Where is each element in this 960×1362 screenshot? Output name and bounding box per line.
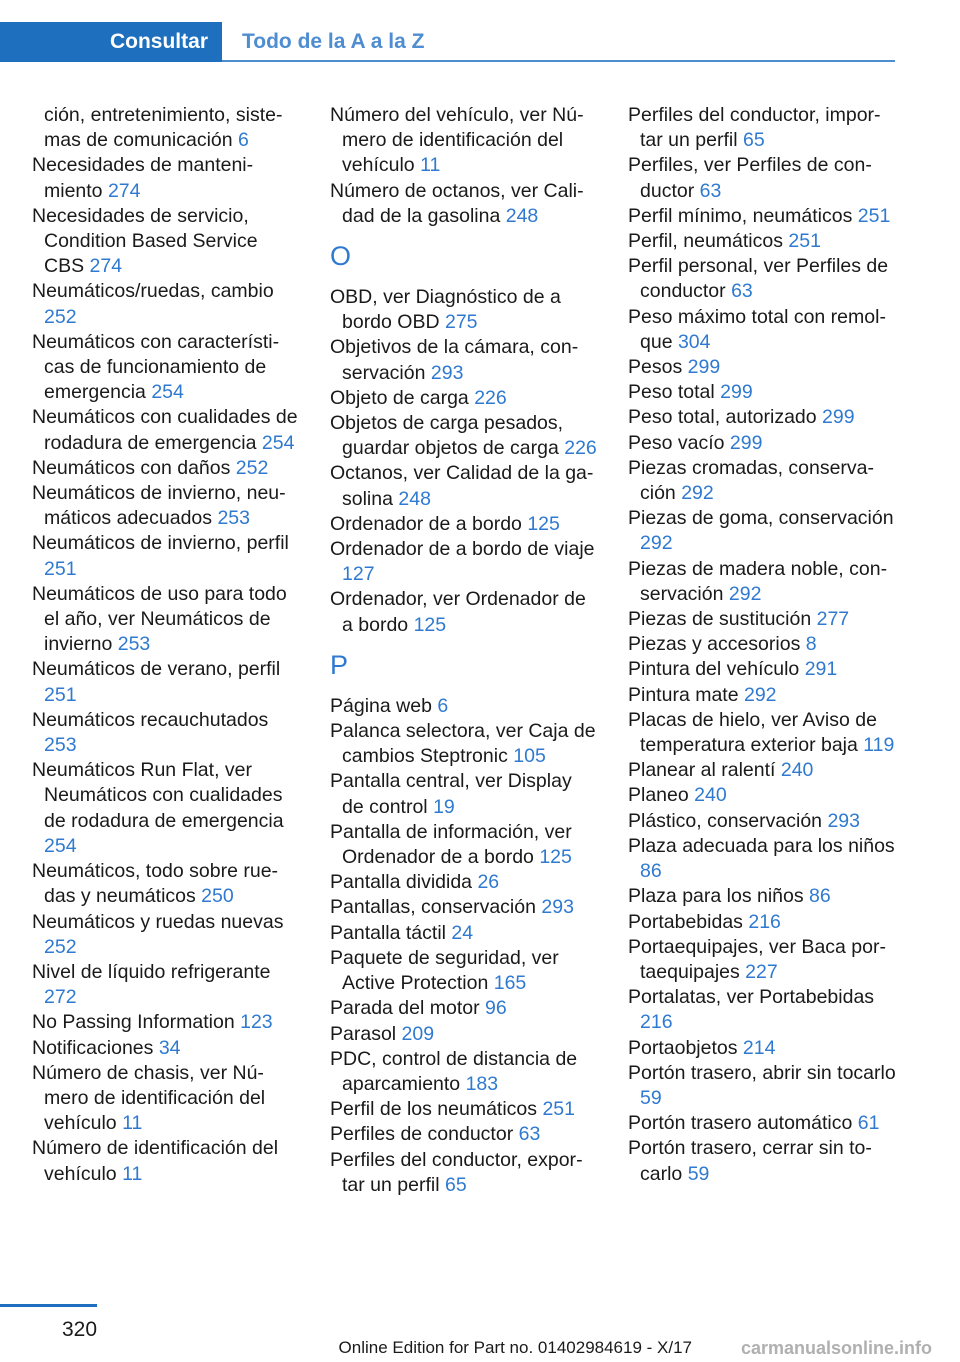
index-entry: [628, 910, 896, 935]
index-entry: [628, 204, 896, 229]
page-reference-link[interactable]: 253: [117, 633, 151, 656]
index-entry-text: Piezas de goma, conservación: [628, 507, 894, 530]
page-reference-link[interactable]: 252: [44, 305, 77, 328]
page-reference-link[interactable]: 252: [235, 456, 269, 479]
page-reference-link[interactable]: 86: [640, 860, 662, 883]
index-entry-text: Perfiles, ver Perfiles de conductor: [628, 154, 872, 202]
index-entry-text: Piezas de sustitución: [628, 608, 817, 631]
index-entry: [32, 1136, 300, 1186]
page-reference-link[interactable]: 63: [518, 1123, 541, 1146]
index-entry: [330, 386, 598, 411]
index-entry: [32, 279, 300, 329]
index-entry: [628, 380, 896, 405]
page-reference-link[interactable]: 250: [201, 885, 234, 908]
index-entry-text: Portón trasero automático: [628, 1112, 858, 1135]
index-entry-text: Ordenador de a bordo de viaje: [330, 538, 595, 561]
index-entry: [628, 431, 896, 456]
index-entry-text: Placas de hielo, ver Aviso de temperatura exterior baja: [628, 708, 877, 757]
index-entry-text: Número de chasis, ver Número de identificación del vehículo: [32, 1061, 266, 1135]
page-reference-link[interactable]: 226: [564, 437, 597, 460]
page-reference-link[interactable]: 63: [731, 280, 753, 303]
page-reference-link[interactable]: 96: [485, 997, 507, 1020]
index-entry: [628, 405, 896, 430]
index-entry: [628, 632, 896, 657]
page-reference-link[interactable]: 293: [430, 361, 464, 384]
index-entry: [628, 708, 896, 758]
section-letter: P: [330, 649, 349, 680]
index-entry: [628, 758, 896, 783]
index-entry: [330, 179, 598, 229]
index-entry-text: Neumáticos recauchutados: [32, 708, 269, 731]
index-entry: [330, 1097, 598, 1122]
index-entry-text: Peso total: [628, 381, 721, 404]
page-reference-link[interactable]: 240: [780, 759, 814, 782]
index-entry-text: Parada del motor: [330, 997, 486, 1020]
page-reference-link[interactable]: 275: [444, 311, 478, 334]
index-entry-text: Portaequipajes, ver Baca portaequipajes: [628, 935, 886, 983]
index-entry-text: Planeo: [628, 784, 695, 807]
page-reference-link[interactable]: 299: [720, 381, 753, 404]
index-entry-text: Ordenador, ver Ordenador de a bordo: [330, 588, 586, 636]
index-entry: [330, 335, 598, 385]
index-entry: [330, 996, 598, 1021]
index-entry-text: Neumáticos y ruedas nuevas: [32, 910, 284, 933]
index-entry-text: Peso vacío: [628, 431, 730, 454]
index-entry: [628, 153, 896, 203]
index-entry-text: Portalatas, ver Portabebidas: [628, 986, 875, 1009]
index-entry-text: Pantalla táctil: [330, 921, 452, 944]
index-entry-text: Número de identificación del vehículo: [32, 1137, 279, 1185]
page-reference-link[interactable]: 251: [44, 557, 77, 580]
page-reference-link[interactable]: 119: [863, 734, 895, 757]
index-entry-text: Parasol: [330, 1022, 402, 1045]
index-entry: [628, 1061, 896, 1111]
page-reference-link[interactable]: 65: [742, 129, 765, 152]
page-reference-link[interactable]: 251: [542, 1098, 575, 1121]
page-reference-link[interactable]: 6: [437, 694, 449, 717]
index-entry: [330, 512, 598, 537]
index-entry: [32, 1010, 300, 1035]
index-entry-text: Ordenador de a bordo: [330, 512, 528, 535]
page-reference-link[interactable]: 254: [44, 834, 77, 857]
index-entry: [330, 537, 598, 587]
page-reference-link[interactable]: 272: [44, 986, 77, 1009]
page-reference-link[interactable]: 125: [413, 613, 447, 636]
edition-footer: Online Edition for Part no. 01402984619 - X/17: [338, 1338, 692, 1357]
index-entry: [628, 103, 896, 153]
page-reference-link[interactable]: 248: [398, 487, 431, 510]
index-entry: [330, 769, 598, 819]
page-reference-link[interactable]: 105: [513, 745, 546, 768]
index-entry: [32, 103, 300, 153]
index-entry-text: Piezas cromadas, conservación: [628, 456, 875, 505]
index-entry-text: Neumáticos de uso para todo el año, ver Neumáticos de invierno: [32, 582, 287, 656]
index-entry-text: Nivel de líquido refrigerante: [32, 960, 271, 983]
index-entry: [32, 859, 300, 909]
index-entry-text: Pantalla central, ver Display de control: [330, 770, 572, 818]
index-entry: [330, 1022, 598, 1047]
index-entry-text: Página web: [330, 694, 438, 717]
page-reference-link[interactable]: 6: [238, 129, 249, 152]
index-entry-text: Planear al ralentí: [628, 759, 781, 782]
index-entry: [330, 285, 598, 335]
index-entry-text: Portabebidas: [628, 910, 749, 933]
index-entry: [628, 607, 896, 632]
page-reference-link[interactable]: 274: [89, 255, 123, 278]
index-entry-text: Notificaciones: [32, 1036, 159, 1059]
index-entry: [330, 587, 598, 637]
watermark: carmanualsonline.info: [740, 1338, 932, 1358]
index-entry: [628, 355, 896, 380]
index-entry-text: No Passing Information: [32, 1011, 241, 1034]
index-entry-text: Plaza para los niños: [628, 885, 810, 908]
index-entry-text: Piezas y accesorios: [628, 633, 806, 656]
index-entry: [32, 330, 300, 406]
index-entry: [628, 305, 896, 355]
page-reference-link[interactable]: 304: [677, 330, 711, 353]
page-reference-link[interactable]: 251: [857, 204, 891, 227]
page-reference-link[interactable]: 292: [681, 482, 714, 505]
index-entry-text: Portaobjetos: [628, 1036, 743, 1059]
index-entry: [330, 461, 598, 511]
index-entry: [628, 834, 896, 884]
index-entry-text: Neumáticos con cualidades de rodadura de emergencia: [32, 406, 298, 454]
tab-consultar[interactable]: Consultar: [0, 22, 222, 62]
page-reference-link[interactable]: 299: [687, 356, 721, 379]
index-entry-text: Pantalla dividida: [330, 871, 478, 894]
tab-todo-a-z[interactable]: Todo de la A a la Z: [242, 30, 425, 53]
index-entry: [628, 985, 896, 1035]
index-entry-text: Perfiles del conductor, exportar un perfil: [330, 1148, 583, 1196]
index-entry: [32, 1036, 300, 1061]
index-entry: [330, 719, 598, 769]
index-entry: [330, 895, 598, 920]
page-reference-link[interactable]: 226: [474, 386, 507, 409]
index-entry-text: Objetivos de la cámara, conservación: [330, 336, 579, 384]
index-entry-text: Perfiles del conductor, importar un perfil: [628, 104, 881, 152]
page-reference-link[interactable]: 299: [729, 431, 763, 454]
index-entry-text: Peso máximo total con remolque: [628, 305, 886, 353]
index-entry-text: Pintura del vehículo: [628, 658, 805, 681]
index-entry-text: Perfil personal, ver Perfiles de conductor: [628, 255, 889, 303]
index-entry-text: Neumáticos con daños: [32, 456, 236, 479]
page-reference-link[interactable]: 11: [420, 154, 441, 177]
index-entry-text: ción, entretenimiento, sistemas de comunicación: [44, 104, 283, 152]
page-reference-link[interactable]: 183: [465, 1072, 499, 1095]
index-entry: [330, 1148, 598, 1198]
page-reference-link[interactable]: 292: [640, 532, 673, 555]
header-bar: [0, 22, 895, 62]
page-reference-link[interactable]: 65: [444, 1173, 467, 1196]
page-number-rule: [0, 1304, 97, 1307]
index-entry: [330, 870, 598, 895]
index-entry: [330, 820, 598, 870]
index-entry-text: Plaza adecuada para los niños: [628, 834, 895, 857]
index-entry: [32, 758, 300, 859]
index-entry-text: Pintura mate: [628, 683, 744, 706]
page-reference-link[interactable]: 252: [44, 935, 77, 958]
index-entry: [628, 456, 896, 506]
page-reference-link[interactable]: 216: [748, 910, 781, 933]
page-reference-link[interactable]: 11: [122, 1112, 143, 1135]
index-entry: [32, 481, 300, 531]
index-entry-text: Neumáticos de invierno, neumáticos adecuados: [32, 482, 286, 530]
index-entry-text: Objetos de carga pesados, guardar objetos de carga: [330, 412, 565, 460]
index-entry-text: Peso total, autorizado: [628, 406, 823, 429]
index-entry: [628, 935, 896, 985]
index-entry-text: Pantalla de información, ver Ordenador de a bordo: [330, 820, 572, 869]
index-entry-text: Número de octanos, ver Calidad de la gasolina: [330, 179, 584, 227]
page-reference-link[interactable]: 125: [527, 512, 560, 535]
page-reference-link[interactable]: 293: [541, 896, 574, 919]
index-entry-text: Neumáticos Run Flat, ver Neumáticos con cualidades de rodadura de emergencia: [32, 759, 284, 832]
index-entry-text: PDC, control de distancia de aparcamiento: [330, 1047, 578, 1095]
page-reference-link[interactable]: 24: [451, 921, 474, 944]
index-entry-text: Pesos: [628, 356, 688, 379]
index-column-1: [32, 103, 300, 1187]
page-number: 320: [62, 1318, 98, 1341]
index-entry: [32, 456, 300, 481]
page-reference-link[interactable]: 214: [742, 1036, 776, 1059]
page-reference-link[interactable]: 216: [640, 1011, 673, 1034]
page-reference-link[interactable]: 240: [694, 784, 727, 807]
index-entry: [628, 809, 896, 834]
index-column-2: [330, 103, 598, 1198]
index-entry: [628, 884, 896, 909]
index-entry: [330, 946, 598, 996]
page-reference-link[interactable]: 253: [44, 734, 77, 757]
index-entry-text: Necesidades de mantenimiento: [32, 154, 254, 202]
page-reference-link[interactable]: 248: [505, 204, 539, 227]
index-entry: [32, 960, 300, 1010]
page-reference-link[interactable]: 292: [728, 582, 762, 605]
index-entry: [628, 1111, 896, 1136]
index-entry: [32, 582, 300, 658]
page-reference-link[interactable]: 251: [788, 230, 821, 253]
index-entry: [32, 708, 300, 758]
page-reference-link[interactable]: 86: [809, 885, 831, 908]
index-entry: [628, 254, 896, 304]
index-entry: [330, 921, 598, 946]
index-entry: [330, 1047, 598, 1097]
index-entry-text: Neumáticos de invierno, perfil: [32, 532, 289, 555]
page-reference-link[interactable]: 293: [827, 809, 860, 832]
index-entry-text: Palanca selectora, ver Caja de cambios Steptronic: [330, 720, 596, 768]
index-entry: [628, 1136, 896, 1186]
page-reference-link[interactable]: 254: [261, 431, 295, 454]
page-reference-link[interactable]: 11: [122, 1162, 143, 1185]
index-entry-text: Perfil, neumáticos: [628, 230, 789, 253]
page-reference-link[interactable]: 209: [401, 1022, 435, 1045]
page-reference-link[interactable]: 277: [816, 608, 850, 631]
index-entry: [330, 694, 598, 719]
page-reference-link[interactable]: 59: [687, 1162, 710, 1185]
index-entry: [32, 153, 300, 203]
index-entry-text: Número del vehículo, ver Número de identificación del vehículo: [330, 104, 584, 177]
index-entry: [330, 103, 598, 179]
page-reference-link[interactable]: 63: [699, 179, 722, 202]
page-reference-link[interactable]: 59: [640, 1086, 662, 1109]
index-entry-text: Necesidades de servicio, Condition Based Service CBS: [32, 204, 258, 278]
index-entry: [32, 1061, 300, 1137]
index-entry: [32, 531, 300, 581]
page-reference-link[interactable]: 254: [151, 381, 184, 404]
index-entry: [628, 783, 896, 808]
page-reference-link[interactable]: 227: [745, 960, 778, 983]
page-reference-link[interactable]: 165: [493, 972, 527, 995]
index-entry-text: Portón trasero, cerrar sin tocarlo: [628, 1137, 872, 1185]
index-entry: [628, 657, 896, 682]
index-entry-text: Neumáticos/ruedas, cambio: [32, 280, 274, 303]
index-entry: [32, 910, 300, 960]
index-entry: [628, 229, 896, 254]
page-reference-link[interactable]: 19: [433, 795, 455, 818]
page-reference-link[interactable]: 292: [743, 683, 777, 706]
page-reference-link[interactable]: 8: [805, 633, 817, 656]
page-reference-link[interactable]: 26: [477, 871, 500, 894]
index-entry-text: Objeto de carga: [330, 386, 475, 409]
page-reference-link[interactable]: 61: [857, 1112, 880, 1135]
page-reference-link[interactable]: 123: [240, 1011, 273, 1034]
index-entry-text: Paquete de seguridad, ver Active Protection: [330, 946, 559, 995]
index-entry-text: Perfil mínimo, neumáticos: [628, 204, 858, 227]
index-entry-text: Piezas de madera noble, conservación: [628, 557, 888, 605]
index-entry-text: Neumáticos con características de funcionamiento de emergencia: [32, 330, 280, 404]
index-entry-text: Perfiles de conductor: [330, 1123, 519, 1146]
page-reference-link[interactable]: 253: [217, 507, 250, 530]
page-reference-link[interactable]: 299: [822, 406, 855, 429]
index-entry-text: Portón trasero, abrir sin tocarlo: [628, 1061, 896, 1084]
page-reference-link[interactable]: 34: [158, 1036, 181, 1059]
index-entry-text: Plástico, conservación: [628, 809, 828, 832]
index-entry: [628, 506, 896, 556]
index-entry: [628, 557, 896, 607]
index-entry: [32, 657, 300, 707]
index-entry: [32, 204, 300, 280]
index-entry-text: OBD, ver Diagnóstico de a bordo OBD: [330, 286, 561, 334]
section-letter: O: [330, 241, 352, 272]
index-column-3: [628, 103, 896, 1187]
index-entry: [628, 1036, 896, 1061]
index-entry-text: Octanos, ver Calidad de la gasolina: [330, 462, 594, 510]
index-entry: [32, 405, 300, 455]
page-reference-link[interactable]: 274: [107, 179, 141, 202]
index-entry: [330, 1122, 598, 1147]
page-reference-link[interactable]: 127: [342, 563, 375, 586]
index-entry-text: Perfil de los neumáticos: [330, 1098, 543, 1121]
index-entry-text: Neumáticos de verano, perfil: [32, 658, 281, 681]
page-reference-link[interactable]: 251: [44, 683, 77, 706]
page-reference-link[interactable]: 291: [804, 658, 838, 681]
index-entry-text: Pantallas, conservación: [330, 896, 542, 919]
page-reference-link[interactable]: 125: [539, 846, 572, 869]
index-entry: [628, 683, 896, 708]
index-entry: [330, 411, 598, 461]
index-entry-text: Neumáticos, todo sobre ruedas y neumáticos: [32, 860, 279, 908]
